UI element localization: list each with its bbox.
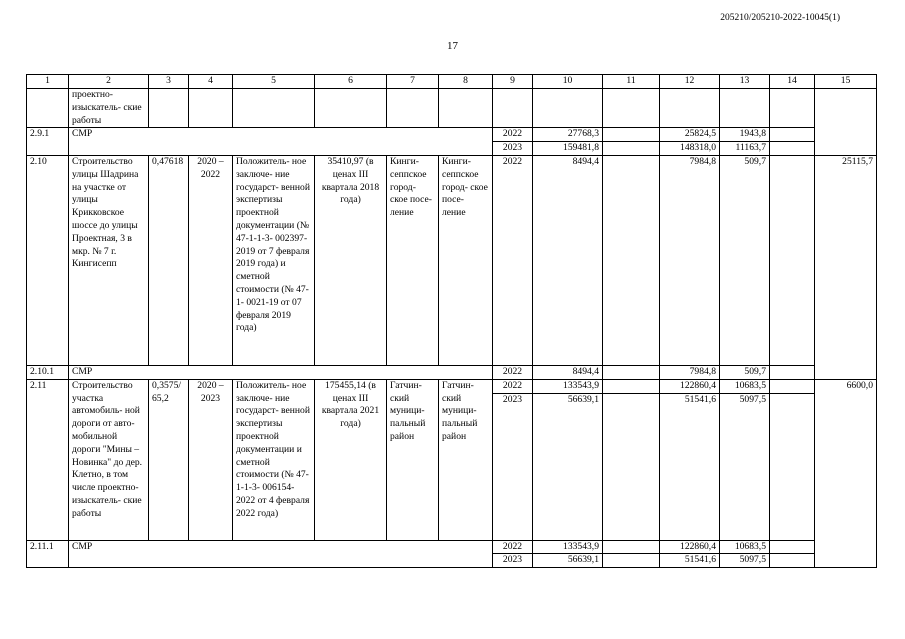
value-cell: 122860,4 (660, 379, 720, 393)
total-cell: 6600,0 (815, 379, 877, 567)
table-row (27, 128, 877, 142)
value-cell: 5097,5 (720, 393, 770, 540)
item-label: СМР (69, 540, 493, 568)
item-power: 0,47618 (149, 155, 189, 365)
column-header: 7 (387, 75, 439, 89)
budget-table (26, 74, 877, 568)
item-name: Строительство участка автомобиль- ной дороги от авто- мобильной дороги "Мины – Новинка" до дер. Клетно, в том числе проектно- изыскатель- ские работы (69, 379, 149, 540)
year-cell: 2023 (493, 554, 533, 568)
item-customer: Кинги- сеппское город- ское посе- ление (387, 155, 439, 365)
item-name: Строительство улицы Шадрина на участке от улицы Крикковское шоссе до улицы Проектная, 3 в мкр. № 7 г. Кингисепп (69, 155, 149, 365)
item-owner: Кинги- сеппское город- ское посе- ление (439, 155, 493, 365)
value-cell: 8494,4 (533, 365, 603, 379)
item-basis: Положитель- ное заключе- ние государст- венной экспертизы проектной документации (№ 47-1-1-3- 002397-2019 от 7 февраля 2019 года) и сметной стоимости (№ 47-1- 0021-19 от 07 февраля 2019 года) (233, 155, 315, 365)
item-label: СМР (69, 128, 493, 156)
total-cell: 25115,7 (815, 155, 877, 379)
column-header: 13 (720, 75, 770, 89)
year-cell: 2023 (493, 393, 533, 540)
item-power: 0,3575/ 65,2 (149, 379, 189, 540)
column-header: 14 (770, 75, 815, 89)
item-label: СМР (69, 365, 493, 379)
table-header-row (27, 75, 877, 89)
value-cell: 1943,8 (720, 128, 770, 142)
column-header: 4 (189, 75, 233, 89)
year-cell: 2023 (493, 142, 533, 156)
column-header: 8 (439, 75, 493, 89)
year-cell: 2022 (493, 128, 533, 142)
table-row (27, 379, 877, 393)
column-header: 12 (660, 75, 720, 89)
item-number: 2.11 (27, 379, 69, 540)
column-header: 3 (149, 75, 189, 89)
value-cell: 133543,9 (533, 540, 603, 554)
item-basis: Положитель- ное заключе- ние государст- венной экспертизы проектной документации и сметной стоимости (№ 47-1-1-3- 006154-2022 от 4 февраля 2022 года) (233, 379, 315, 540)
table-row (27, 89, 877, 128)
column-header: 11 (603, 75, 660, 89)
year-cell: 2022 (493, 379, 533, 393)
value-cell: 51541,6 (660, 554, 720, 568)
column-header: 6 (315, 75, 387, 89)
value-cell: 133543,9 (533, 379, 603, 393)
item-number: 2.10.1 (27, 365, 69, 379)
value-cell: 10683,5 (720, 540, 770, 554)
table-row (27, 155, 877, 365)
item-owner: Гатчин- ский муници- пальный район (439, 379, 493, 540)
value-cell: 122860,4 (660, 540, 720, 554)
value-cell: 25824,5 (660, 128, 720, 142)
column-header: 1 (27, 75, 69, 89)
item-period: 2020 – 2023 (189, 379, 233, 540)
value-cell: 11163,7 (720, 142, 770, 156)
value-cell: 509,7 (720, 155, 770, 365)
year-cell: 2022 (493, 540, 533, 554)
table-row (27, 540, 877, 554)
item-number: 2.10 (27, 155, 69, 365)
item-cost: 175455,14 (в ценах III квартала 2021 года) (315, 379, 387, 540)
value-cell: 8494,4 (533, 155, 603, 365)
item-period: 2020 – 2022 (189, 155, 233, 365)
value-cell: 51541,6 (660, 393, 720, 540)
column-header: 2 (69, 75, 149, 89)
value-cell: 509,7 (720, 365, 770, 379)
year-cell: 2022 (493, 365, 533, 379)
item-cost: 35410,97 (в ценах III квартала 2018 года) (315, 155, 387, 365)
year-cell: 2022 (493, 155, 533, 365)
value-cell: 27768,3 (533, 128, 603, 142)
item-customer: Гатчин- ский муници- пальный район (387, 379, 439, 540)
column-header: 10 (533, 75, 603, 89)
item-number: 2.9.1 (27, 128, 69, 156)
item-number: 2.11.1 (27, 540, 69, 568)
item-name: проектно- изыскатель- ские работы (69, 89, 149, 128)
value-cell: 148318,0 (660, 142, 720, 156)
value-cell: 56639,1 (533, 554, 603, 568)
column-header: 15 (815, 75, 877, 89)
document-number: 205210/205210-2022-10045(1) (720, 13, 840, 23)
value-cell: 56639,1 (533, 393, 603, 540)
value-cell: 7984,8 (660, 365, 720, 379)
table-row (27, 365, 877, 379)
value-cell: 5097,5 (720, 554, 770, 568)
column-header: 9 (493, 75, 533, 89)
value-cell: 10683,5 (720, 379, 770, 393)
value-cell: 159481,8 (533, 142, 603, 156)
value-cell: 7984,8 (660, 155, 720, 365)
page-number: 17 (447, 40, 458, 52)
column-header: 5 (233, 75, 315, 89)
